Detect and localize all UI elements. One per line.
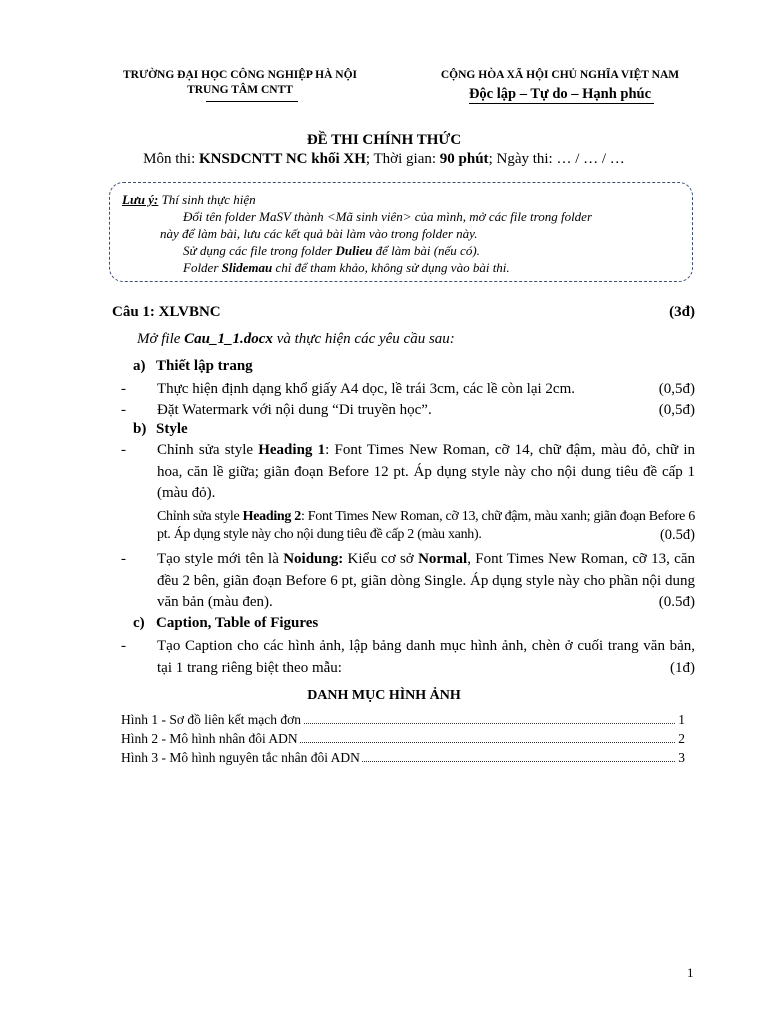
time-prefix: ; Thời gian: [365, 151, 440, 167]
institution-header [95, 68, 385, 98]
item-b2-points: (0.5đ) [658, 594, 695, 610]
toc-entry-page: 1 [678, 712, 685, 727]
header-underline-right [469, 103, 654, 104]
section-c-label: c) [133, 615, 145, 631]
item-b2-base-style: Normal [418, 551, 468, 567]
question-title: Câu 1: XLVBNC [112, 304, 221, 320]
item-c1-points: (1đ) [670, 659, 695, 676]
toc-entry-page: 2 [678, 731, 685, 746]
bullet-dash: - [121, 381, 126, 397]
exam-date: ; Ngày thi: … / … / … [488, 151, 625, 167]
page-number: 1 [687, 965, 694, 980]
item-b2 [121, 549, 695, 614]
intro-file-name: Cau_1_1.docx [184, 331, 273, 347]
toc-entry [121, 731, 685, 749]
section-a-label: a) [133, 358, 146, 374]
section-b-title: Style [156, 421, 188, 437]
toc-title: DANH MỤC HÌNH ẢNH [307, 688, 461, 703]
item-b2-post: , Font Times New Roman, cỡ 13, căn đều 2 bên, giãn đoạn Before 6 pt, giãn dòng Single. Áp dụng style này cho phần nội dung văn bản (màu đen). [157, 551, 696, 610]
bullet-dash: - [121, 402, 126, 418]
center-name: TRUNG TÂM CNTT [187, 84, 293, 96]
toc-entry-label: Hình 3 - Mô hình nguyên tắc nhân đôi ADN [121, 750, 360, 765]
section-c-heading [133, 615, 318, 632]
subject-name: KNSDCNTT NC khối XH [199, 151, 366, 167]
item-a2-text: Đặt Watermark với nội dung “Di truyền học”. [157, 402, 432, 418]
item-b1-style-name: Heading 1 [258, 442, 326, 458]
question-heading [112, 304, 695, 321]
note-label: Lưu ý: [122, 192, 159, 207]
item-b2-mid: Kiểu cơ sở [343, 551, 419, 567]
section-a-heading [133, 358, 253, 375]
note-line-4-post: để làm bài (nếu có). [372, 243, 480, 258]
item-a1 [121, 379, 695, 401]
item-a1-points: (0,5đ) [658, 381, 695, 397]
bullet-dash: - [121, 638, 126, 654]
section-a-title: Thiết lập trang [156, 358, 253, 374]
exam-title: ĐỀ THI CHÍNH THỨC [306, 132, 462, 148]
item-b1-pre: Chỉnh sửa style [157, 442, 259, 458]
note-line-5 [183, 259, 510, 276]
toc-entry-page: 3 [678, 750, 685, 765]
question-points: (3đ) [669, 304, 695, 320]
item-b1 [121, 440, 695, 505]
item-a2-points: (0,5đ) [658, 402, 695, 418]
item-b1-post: : Font Times New Roman, cỡ 14, chữ đậm, màu đỏ, chữ in hoa, căn lề giữa; giãn đoạn Before 12 pt. Áp dụng style này cho nội dung tiêu đề cấp 1 (màu đỏ). [157, 442, 695, 501]
note-line-2: Đổi tên folder MaSV thành <Mã sinh viên> của mình, mở các file trong folder [183, 209, 593, 224]
item-a1-text: Thực hiện định dạng khổ giấy A4 dọc, lề trái 3cm, các lề còn lại 2cm. [157, 381, 576, 397]
national-header [415, 68, 705, 103]
item-c1-text: Tạo Caption cho các hình ảnh, lập bảng danh mục hình ảnh, chèn ở cuối trang văn bản, tại 1 trang riêng biệt theo mẫu: [157, 638, 695, 676]
intro-post: và thực hiện các yêu cầu sau: [272, 331, 455, 347]
item-c1 [121, 636, 695, 679]
note-line-3: này để làm bài, lưu các kết quả bài làm vào trong folder này. [160, 226, 478, 241]
note-line-4-pre: Sử dụng các file trong folder [183, 243, 336, 258]
note-line-4 [183, 242, 480, 259]
note-line-1 [122, 191, 256, 208]
item-b1-sub-post: : Font Times New Roman, cỡ 13, chữ đậm, màu xanh; giãn đoạn Before 6 pt. Áp dụng style này cho nội dung tiêu đề cấp 2 (màu xanh). [157, 509, 695, 542]
note-folder-slidemau: Slidemau [221, 260, 273, 275]
section-c-title: Caption, Table of Figures [156, 615, 319, 631]
item-b1-sub-style-name: Heading 2 [242, 509, 302, 524]
item-b2-pre: Tạo style mới tên là [157, 551, 284, 567]
university-name: TRƯỜNG ĐẠI HỌC CÔNG NGHIỆP HÀ NỘI [122, 69, 358, 81]
item-b1-sub-points: (0.5đ) [659, 527, 695, 543]
toc-entry [121, 712, 685, 730]
section-b-label: b) [133, 421, 147, 437]
item-b1-text [157, 440, 695, 505]
note-line-5-post: chỉ để tham khảo, không sử dụng vào bài thi. [272, 260, 510, 275]
national-motto: Độc lập – Tự do – Hạnh phúc [468, 86, 652, 102]
bullet-dash: - [121, 442, 126, 458]
item-a2 [121, 400, 695, 422]
exam-info [0, 151, 768, 168]
toc-entry-label: Hình 2 - Mô hình nhân đôi ADN [121, 731, 298, 746]
intro-pre: Mở file [137, 331, 185, 347]
toc-entry-label: Hình 1 - Sơ đồ liên kết mạch đơn [121, 712, 302, 727]
section-b-heading [133, 421, 188, 438]
bullet-dash: - [121, 551, 126, 567]
header-underline-left [206, 101, 298, 102]
subject-prefix: Môn thi: [143, 151, 200, 167]
item-b1-sub-pre: Chỉnh sửa style [157, 509, 243, 524]
exam-duration: 90 phút [439, 151, 489, 167]
item-b2-style-name: Noidung: [283, 551, 344, 567]
note-folder-dulieu: Dulieu [335, 243, 373, 258]
item-b1-sub [157, 508, 695, 544]
question-intro [137, 331, 455, 348]
item-b2-text [157, 549, 695, 614]
toc-entry [121, 750, 685, 768]
note-line-1-text: Thí sinh thực hiện [158, 192, 256, 207]
country-name: CỘNG HÒA XÃ HỘI CHỦ NGHĨA VIỆT NAM [440, 69, 680, 81]
note-line-5-pre: Folder [183, 260, 222, 275]
